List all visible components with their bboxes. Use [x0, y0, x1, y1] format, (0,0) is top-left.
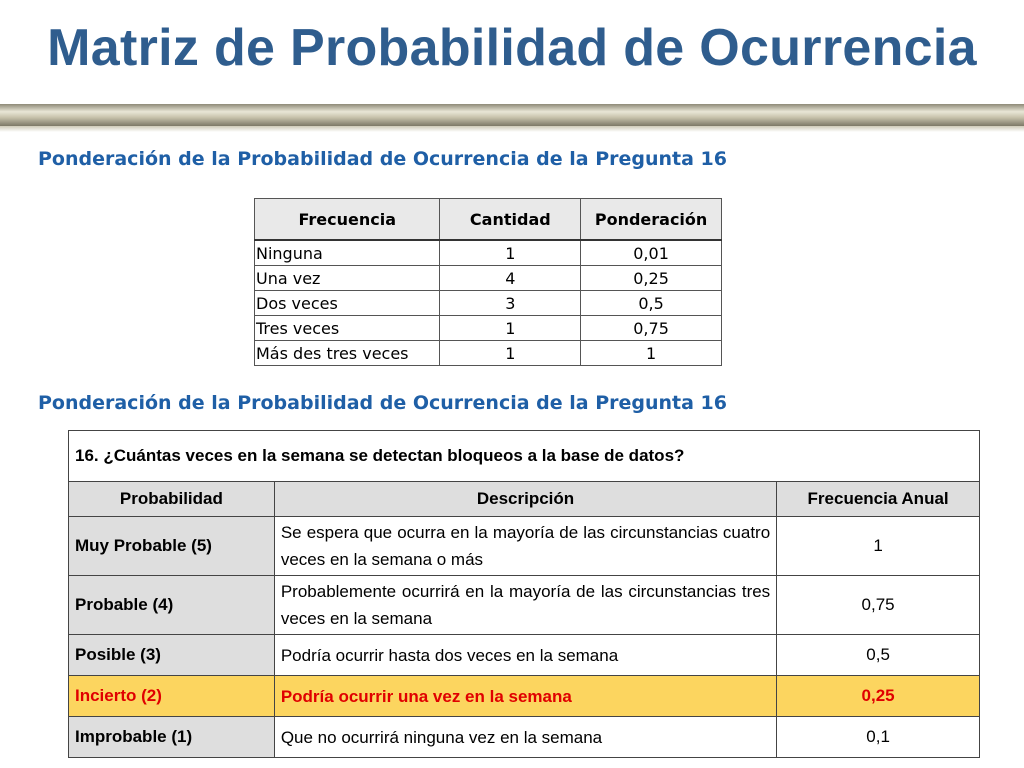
cell-cantidad: 3: [440, 291, 581, 316]
cell-cantidad: 1: [440, 240, 581, 266]
cell-cantidad: 1: [440, 341, 581, 366]
cell-probabilidad: Posible (3): [69, 635, 275, 676]
cell-frecuencia: Una vez: [255, 266, 440, 291]
table-row: [255, 316, 722, 341]
header-probabilidad: Probabilidad: [69, 482, 275, 517]
cell-descripcion: Que no ocurrirá ninguna vez en la semana: [274, 717, 776, 758]
cell-ponderacion: 0,01: [581, 240, 722, 266]
probability-matrix-table: [68, 430, 980, 758]
header-ponderacion: Ponderación: [581, 199, 722, 241]
table-row: [255, 240, 722, 266]
table-row: [255, 266, 722, 291]
section2-heading: Ponderación de la Probabilidad de Ocurrencia de la Pregunta 16: [38, 392, 728, 414]
page-title: Matriz de Probabilidad de Ocurrencia: [47, 19, 977, 77]
section1-heading: Ponderación de la Probabilidad de Ocurrencia de la Pregunta 16: [38, 148, 728, 170]
table-row: [255, 291, 722, 316]
cell-ponderacion: 0,75: [581, 316, 722, 341]
cell-descripcion: Podría ocurrir hasta dos veces en la semana: [274, 635, 776, 676]
cell-probabilidad: Improbable (1): [69, 717, 275, 758]
cell-descripcion: Podría ocurrir una vez en la semana: [274, 676, 776, 717]
cell-ponderacion: 0,5: [581, 291, 722, 316]
table-row: [69, 576, 980, 635]
matrix-header-row: [69, 482, 980, 517]
cell-frecuencia: Ninguna: [255, 240, 440, 266]
header-frecuencia: Frecuencia: [255, 199, 440, 241]
title-divider: [0, 104, 1024, 126]
frequency-table-header: [255, 199, 722, 241]
cell-cantidad: 1: [440, 316, 581, 341]
cell-cantidad: 4: [440, 266, 581, 291]
table-row: [69, 717, 980, 758]
cell-frecuencia-anual: 0,75: [777, 576, 980, 635]
cell-ponderacion: 0,25: [581, 266, 722, 291]
header-cantidad: Cantidad: [440, 199, 581, 241]
question-text: 16. ¿Cuántas veces en la semana se detectan bloqueos a la base de datos?: [69, 431, 980, 482]
title-divider-shadow: [0, 126, 1024, 132]
table-row: [69, 517, 980, 576]
header-descripcion: Descripción: [274, 482, 776, 517]
cell-frecuencia-anual: 0,25: [777, 676, 980, 717]
table-row: [69, 635, 980, 676]
header-frecuencia-anual: Frecuencia Anual: [777, 482, 980, 517]
table-row-highlighted: [69, 676, 980, 717]
cell-probabilidad: Incierto (2): [69, 676, 275, 717]
cell-frecuencia: Dos veces: [255, 291, 440, 316]
cell-probabilidad: Probable (4): [69, 576, 275, 635]
cell-frecuencia-anual: 0,1: [777, 717, 980, 758]
cell-frecuencia-anual: 1: [777, 517, 980, 576]
cell-ponderacion: 1: [581, 341, 722, 366]
table-row: [255, 341, 722, 366]
cell-descripcion: Se espera que ocurra en la mayoría de las circunstancias cuatro veces en la semana o más: [274, 517, 776, 576]
cell-frecuencia: Tres veces: [255, 316, 440, 341]
cell-descripcion: Probablemente ocurrirá en la mayoría de las circunstancias tres veces en la semana: [274, 576, 776, 635]
cell-probabilidad: Muy Probable (5): [69, 517, 275, 576]
cell-frecuencia: Más des tres veces: [255, 341, 440, 366]
frequency-table: [254, 198, 722, 366]
cell-frecuencia-anual: 0,5: [777, 635, 980, 676]
